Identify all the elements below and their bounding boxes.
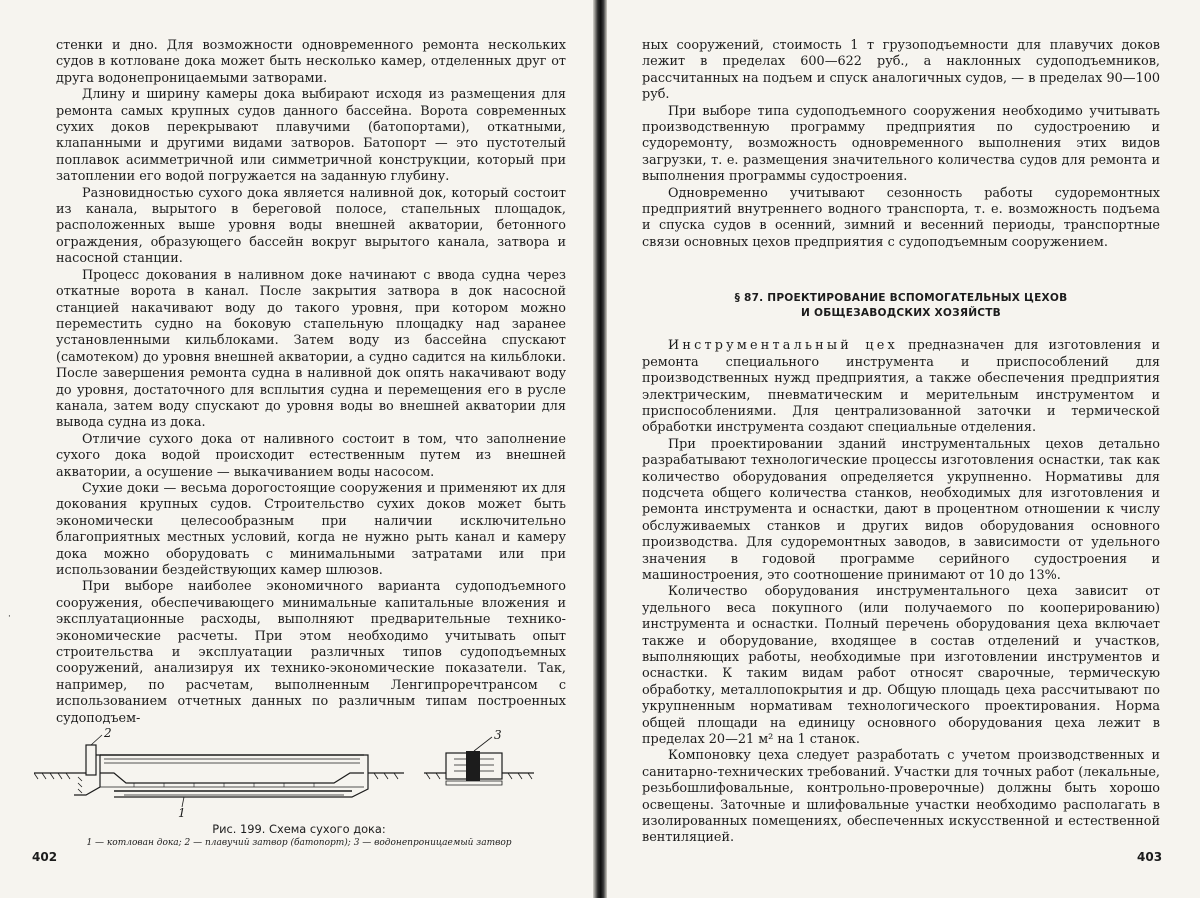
paragraph: Количество оборудования инструментального цеха зависит от удельного веса покупного (или получаемого по кооперированию) инструмента и оснастки. Полный перечень оборудования цеха включает также и оборудование, входящее в состав отделений и участков, выполняющих работы, необходимые при изготовлении инструментов и оснастки. К таким видам работ относят сварочные, термическую обработку, металлопокрытия и др. Общую площадь цеха рассчитывают по укрупненным нормативам технологического проектирования. Норма общей площади на единицу основного оборудования цеха лежит в пределах 20—21 м² на 1 станок. — [642, 584, 1160, 748]
paragraph — [642, 338, 1160, 436]
figure-caption-legend: 1 — котлован дока; 2 — плавучий затвор (батопорт); 3 — водонепроницаемый затвор — [86, 838, 512, 848]
ground-hatching — [34, 773, 70, 779]
right-text-column — [642, 38, 1160, 847]
page-number-left: 402 — [32, 850, 58, 864]
paragraph: Разновидностью сухого дока является наливной док, который состоит из канала, вырытого в береговой полосе, стапельных площадок, расположенных выше уровня воды внешней акватории, бетонного ограждения, образующего бассейн вокруг вырытого канала, затвора и насосной станции. — [56, 185, 566, 267]
paragraph: Компоновку цеха следует разработать с учетом производственных и санитарно-технических требований. Участки для точных работ (лекальные, резьбошлифовальные, контрольно-проверочные) должны быть хорошо освещены. Заточные и шлифовальные участки необходимо располагать в изолированных помещениях, обеспеченных искусственной и естественной вентиляцией. — [642, 748, 1160, 846]
margin-mark: · — [8, 612, 11, 622]
dry-dock-diagram — [34, 725, 564, 821]
figure-label-2: 2 — [104, 726, 112, 740]
left-page — [0, 0, 593, 898]
paragraph: ных сооружений, стоимость 1 т грузоподъемности для плавучих доков лежит в пределах 600—622 руб., а наклонных судоподъемников, рассчитанных на подъем и спуск аналогичных судов, — в пределах 90—100 руб. — [642, 38, 1160, 103]
paragraph: При выборе наиболее экономичного варианта судоподъемного сооружения, обеспечивающего минимальные капитальные вложения и эксплуатационные расходы, выполняют предварительные технико-экономические расчеты. При этом необходимо учитывать опыт строительства и эксплуатации различных типов судоподъемных сооружений, анализируя их технико-экономические показатели. Так, например, по расчетам, выполненным Ленгипроречтрансом с использованием отчетных данных по различным типам построенных судоподъем- — [56, 579, 566, 726]
left-text-column — [56, 38, 566, 727]
paragraph: Процесс докования в наливном доке начинают с ввода судна через откатные ворота в канал. После закрытия затвора в док насосной станцией накачивают воду до такого уровня, при котором можно переместить судно на боковую стапельную площадку над заранее установленными кильблоками. Затем воду из бассейна спускают (самотеком) до уровня внешней акватории, а судно садится на кильблоки. После завершения ремонта судна в наливной док опять накачивают воду до уровня, достаточного для всплытия судна и перемещения его в русле канала, затем воду спускают до уровня воды во внешней акватории для вывода судна из дока. — [56, 267, 566, 431]
paragraph-rest: предназначен для изготовления и ремонта специального инструмента и приспособлений для производственных нужд предприятия, а также обеспечения предприятия электрическим, пневматическим и мерительным инструментом и приспособлениями. Для централизованной заточки и термической обработки инструмента создают специальные отделения. — [642, 338, 1160, 436]
figure-label-1: 1 — [178, 806, 186, 820]
paragraph: Сухие доки — весьма дорогостоящие сооружения и применяют их для докования крупных судов. Строительство сухих доков может быть экономически целесообразным при наличии исключительно благоприятных местных условий, когда не нужно рыть канал и камеру дока можно оборудовать с минимальными затратами или при использовании бездействующих камер шлюзов. — [56, 480, 566, 578]
figure-caption — [34, 822, 564, 850]
section-heading-line-1: § 87. ПРОЕКТИРОВАНИЕ ВСПОМОГАТЕЛЬНЫХ ЦЕХОВ — [734, 292, 1068, 305]
figure-caption-title: Рис. 199. Схема сухого дока: — [212, 822, 386, 836]
right-page — [607, 0, 1200, 898]
paragraph: стенки и дно. Для возможности одновременного ремонта нескольких судов в котловане дока может быть несколько камер, отделенных друг от друга водонепроницаемыми затворами. — [56, 38, 566, 86]
dry-dock-drawing — [34, 725, 564, 821]
paragraph: При выборе типа судоподъемного сооружения необходимо учитывать производственную программу предприятия по судостроению и судоремонту, возможность одновременного выполнения этих видов загрузки, т. е. размещения значительного количества судов для ремонта и выполнения программы судостроения. — [642, 103, 1160, 185]
spaced-term: Инструментальный цех — [668, 338, 898, 354]
section-heading-line-2: И ОБЩЕЗАВОДСКИХ ХОЗЯЙСТВ — [801, 307, 1001, 320]
gate-3-leaf — [466, 751, 480, 781]
dock-pit-1 — [100, 773, 364, 783]
book-gutter — [593, 0, 607, 898]
paragraph: При проектировании зданий инструментальных цехов детально разрабатывают технологические процессы изготовления оснастки, так как количество оборудования определяется укрупненно. Нормативы для подсчета общего количества станков, необходимых для изготовления и ремонта инструмента и оснастки, дают в процентном отношении к числу обслуживаемых станков и других видов оборудования основного производства. Для судоремонтных заводов, в зависимости от удельного значения в годовой программе серийного судостроения и машиностроения, это соотношение принимают от 10 до 13%. — [642, 436, 1160, 583]
page-number-right: 403 — [1137, 850, 1163, 864]
leader-2 — [91, 735, 102, 745]
gate-2-shape — [86, 745, 96, 775]
figure-label-3: 3 — [494, 728, 502, 742]
leader-3 — [474, 737, 492, 751]
section-heading — [642, 291, 1160, 321]
paragraph: Отличие сухого дока от наливного состоит в том, что заполнение сухого дока водой происходит естественным путем из внешней акватории, а осушение — выкачиванием воды насосом. — [56, 431, 566, 480]
paragraph: Одновременно учитывают сезонность работы судоремонтных предприятий внутреннего водного транспорта, т. е. возможность подъема и спуска судов в осенний, зимний и весенний периоды, транспортные связи основных цехов предприятия с судоподъемным сооружением. — [642, 185, 1160, 250]
paragraph: Длину и ширину камеры дока выбирают исходя из размещения для ремонта самых крупных судов данного бассейна. Ворота современных сухих доков перекрывают плавучими (батопортами), откатными, клапанными и другими видами затворов. Батопорт — это пустотелый поплавок асимметричной или симметричной конструкции, который при затоплении его водой погружается на заданную глубину. — [56, 87, 566, 185]
